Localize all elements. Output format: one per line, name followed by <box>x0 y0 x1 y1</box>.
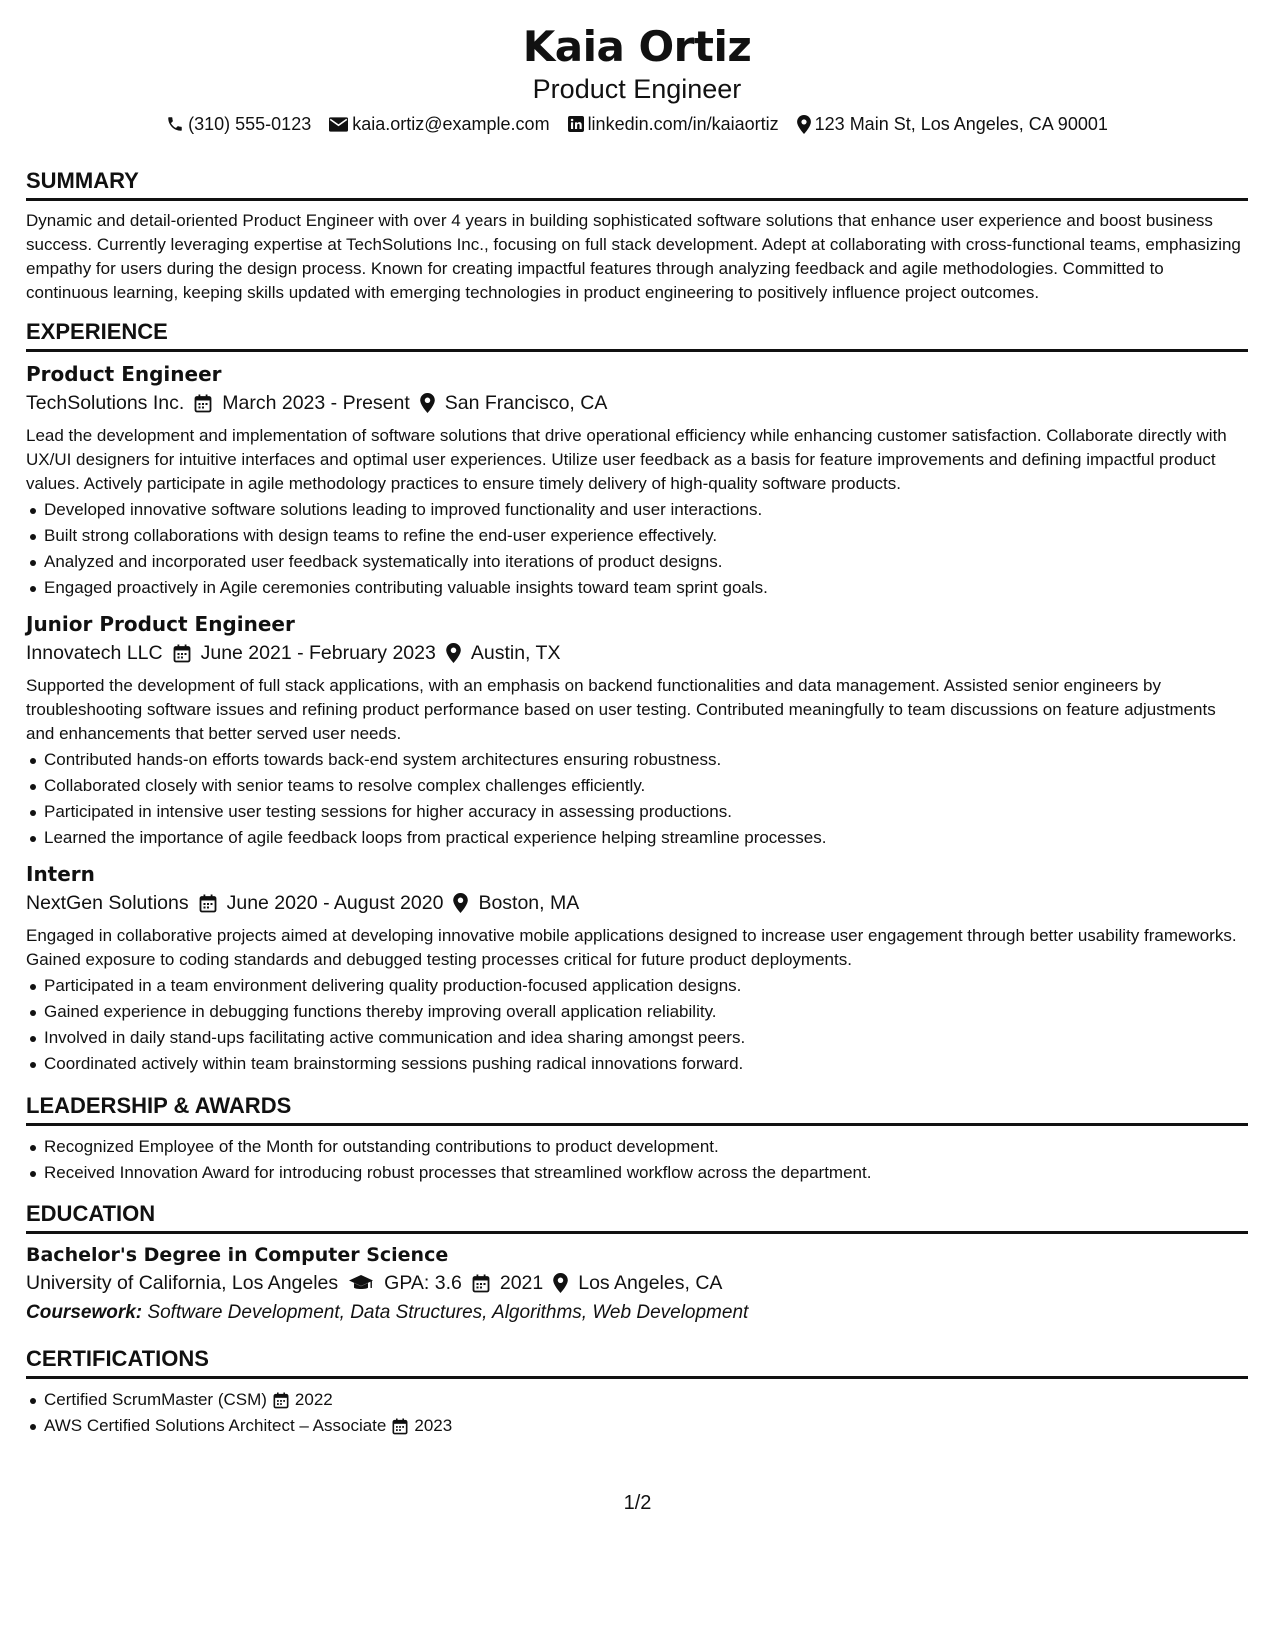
job-bullets <box>26 497 1248 601</box>
leadership-heading: LEADERSHIP & AWARDS <box>26 1093 1248 1126</box>
linkedin-text: linkedin.com/in/kaiaortiz <box>587 114 779 134</box>
job-bullets <box>26 747 1248 851</box>
list-item: Coordinated actively within team brainstorming sessions pushing radical innovations forward. <box>26 1051 1248 1077</box>
list-item: Analyzed and incorporated user feedback systematically into iterations of product designs. <box>26 549 1248 575</box>
job-meta <box>26 888 1248 918</box>
calendar-icon <box>392 1418 408 1435</box>
map-pin-icon <box>553 1273 568 1293</box>
summary-heading: SUMMARY <box>26 168 1248 201</box>
contact-bar <box>26 112 1248 136</box>
list-item: Learned the importance of agile feedback loops from practical experience helping streamline processes. <box>26 825 1248 851</box>
list-item: Developed innovative software solutions leading to improved functionality and user interactions. <box>26 497 1248 523</box>
calendar-icon <box>199 894 217 913</box>
job-description: Supported the development of full stack applications, with an emphasis on backend functionalities and data management. Assisted senior engineers by troubleshooting software issues and refining product performance based on user testing. Contributed meaningfully to team discussions on feature adjustments and enhancements that better served user needs. <box>26 676 1216 743</box>
email-text: kaia.ortiz@example.com <box>352 114 550 134</box>
gpa-text: GPA: 3.6 <box>384 1272 462 1294</box>
job-description: Engaged in collaborative projects aimed at developing innovative mobile applications designed to increase user engagement through better usability frameworks. Gained exposure to coding standards and debugged testing processes critical for future product deployments. <box>26 926 1237 969</box>
contact-address <box>797 112 1108 136</box>
job-title: Intern <box>26 862 95 886</box>
summary-text: Dynamic and detail-oriented Product Engineer with over 4 years in building sophisticated software solutions that enhance user experience and boost business success. Currently leveraging expertise at TechSolutions Inc., focusing on full stack development. Adept at collaborating with cross-functional teams, emphasizing empathy for users during the design process. Known for creating impactful features through analyzing feedback and agile methodologies. Committed to continuous learning, keeping skills updated with emerging technologies in product engineering to positively influence project outcomes. <box>26 211 1241 302</box>
job-title: Product Engineer <box>26 362 222 386</box>
leadership-section <box>26 1093 1248 1186</box>
list-item: Received Innovation Award for introducing robust processes that streamlined workflow across the department. <box>26 1160 1248 1186</box>
list-item: Gained experience in debugging functions thereby improving overall application reliability. <box>26 999 1248 1025</box>
list-item: Contributed hands-on efforts towards back-end system architectures ensuring robustness. <box>26 747 1248 773</box>
contact-email[interactable] <box>329 112 549 136</box>
job-dates: June 2021 - February 2023 <box>200 642 436 664</box>
leadership-list <box>26 1134 1248 1186</box>
list-item: Engaged proactively in Agile ceremonies contributing valuable insights toward team sprint goals. <box>26 575 1248 601</box>
list-item: Recognized Employee of the Month for outstanding contributions to product development. <box>26 1134 1248 1160</box>
job-location: Austin, TX <box>470 642 561 664</box>
company-name: TechSolutions Inc. <box>26 392 185 414</box>
list-item: Collaborated closely with senior teams to resolve complex challenges efficiently. <box>26 773 1248 799</box>
graduation-year: 2021 <box>499 1272 544 1294</box>
calendar-icon <box>472 1274 490 1293</box>
list-item <box>26 1387 1248 1413</box>
contact-phone[interactable] <box>166 112 311 136</box>
education-heading: EDUCATION <box>26 1201 1248 1234</box>
calendar-icon <box>273 1392 289 1409</box>
coursework <box>26 1298 1248 1328</box>
job-dates: March 2023 - Present <box>222 392 410 414</box>
phone-text: (310) 555-0123 <box>188 114 312 134</box>
summary-section <box>26 168 1248 305</box>
school-location: Los Angeles, CA <box>578 1272 723 1294</box>
education-section <box>26 1201 1248 1328</box>
envelope-icon <box>329 117 348 132</box>
cert-name: AWS Certified Solutions Architect – Associate <box>44 1416 387 1435</box>
map-pin-icon <box>420 393 435 413</box>
candidate-title: Product Engineer <box>532 74 742 104</box>
map-pin-icon <box>446 643 461 663</box>
coursework-label: Coursework: <box>26 1302 143 1323</box>
job-description: Lead the development and implementation of software solutions that drive operational efficiency while enhancing customer satisfaction. Collaborate directly with UX/UI designers for intuitive interfaces and optimal user experiences. Utilize user feedback as a basis for feature improvements and defining impactful product values. Actively participate in agile methodology practices to ensure timely delivery of high-quality software products. <box>26 426 1227 493</box>
certifications-heading: CERTIFICATIONS <box>26 1346 1248 1379</box>
certifications-list <box>26 1387 1248 1439</box>
list-item: Built strong collaborations with design teams to refine the end-user experience effectively. <box>26 523 1248 549</box>
calendar-icon <box>194 394 212 413</box>
list-item: Participated in a team environment delivering quality production-focused application designs. <box>26 973 1248 999</box>
map-pin-icon <box>797 115 811 134</box>
company-name: Innovatech LLC <box>26 642 163 664</box>
job-location: Boston, MA <box>478 892 580 914</box>
school-name: University of California, Los Angeles <box>26 1272 339 1294</box>
company-name: NextGen Solutions <box>26 892 189 914</box>
cert-name: Certified ScrumMaster (CSM) <box>44 1390 267 1409</box>
certifications-section <box>26 1346 1248 1439</box>
phone-icon <box>166 115 184 133</box>
job-entry <box>26 860 1248 1077</box>
experience-heading: EXPERIENCE <box>26 319 1248 352</box>
graduation-cap-icon <box>348 1274 374 1292</box>
job-dates: June 2020 - August 2020 <box>226 892 444 914</box>
job-meta <box>26 638 1248 668</box>
job-meta <box>26 388 1248 418</box>
linkedin-icon <box>568 116 584 132</box>
job-location: San Francisco, CA <box>444 392 608 414</box>
calendar-icon <box>173 644 191 663</box>
experience-section <box>26 319 1248 1077</box>
job-entry <box>26 360 1248 601</box>
candidate-name: Kaia Ortiz <box>522 22 752 71</box>
contact-linkedin[interactable] <box>568 112 779 136</box>
cert-year: 2023 <box>414 1416 453 1435</box>
education-meta <box>26 1268 1248 1298</box>
address-text: 123 Main St, Los Angeles, CA 90001 <box>814 114 1108 134</box>
list-item <box>26 1413 1248 1439</box>
list-item: Participated in intensive user testing sessions for higher accuracy in assessing productions. <box>26 799 1248 825</box>
coursework-text: Software Development, Data Structures, Algorithms, Web Development <box>147 1302 749 1323</box>
job-title: Junior Product Engineer <box>26 612 295 636</box>
job-entry <box>26 610 1248 851</box>
job-bullets <box>26 973 1248 1077</box>
page-number: 1/2 <box>623 1492 652 1514</box>
map-pin-icon <box>453 893 468 913</box>
cert-year: 2022 <box>294 1390 333 1409</box>
resume-page <box>26 22 1248 1439</box>
resume-header <box>26 22 1248 136</box>
list-item: Involved in daily stand-ups facilitating active communication and idea sharing amongst peers. <box>26 1025 1248 1051</box>
degree-title: Bachelor's Degree in Computer Science <box>26 1244 449 1266</box>
